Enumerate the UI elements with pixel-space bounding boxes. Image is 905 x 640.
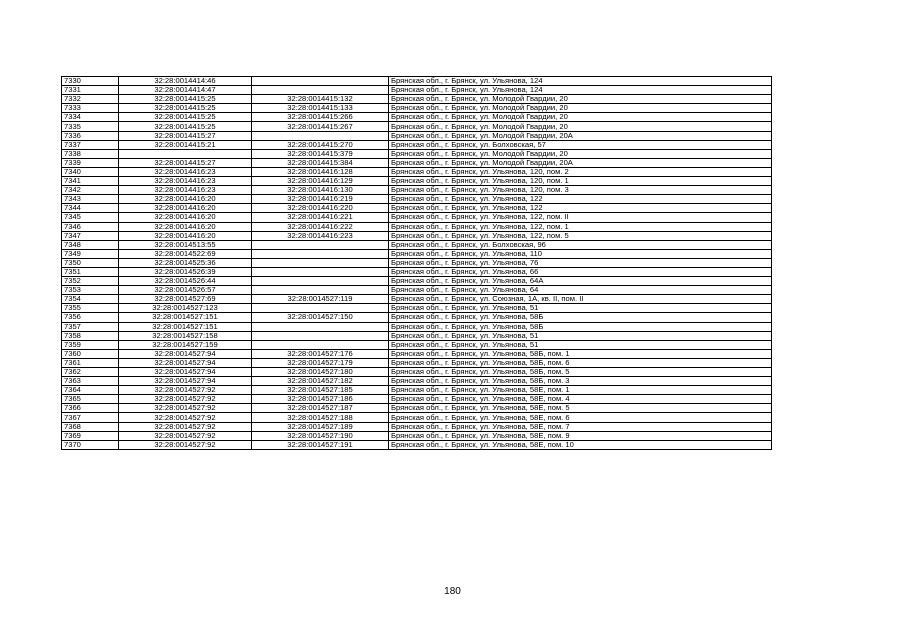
address-cell: Брянская обл., г. Брянск, ул. Ульянова, 58Е, пом. 6 — [389, 413, 772, 422]
object-cadastral-cell: 32:28:0014527:119 — [252, 295, 389, 304]
row-number-cell: 7344 — [62, 204, 119, 213]
object-cadastral-cell — [252, 240, 389, 249]
land-cadastral-cell: 32:28:0014527:94 — [119, 349, 252, 358]
object-cadastral-cell: 32:28:0014416:128 — [252, 167, 389, 176]
row-number-cell: 7370 — [62, 440, 119, 449]
table-row — [62, 195, 772, 204]
registry-table — [61, 76, 772, 450]
land-cadastral-cell: 32:28:0014415:27 — [119, 131, 252, 140]
address-cell: Брянская обл., г. Брянск, ул. Ульянова, 58Е, пом. 4 — [389, 395, 772, 404]
row-number-cell: 7349 — [62, 249, 119, 258]
object-cadastral-cell: 32:28:0014415:133 — [252, 104, 389, 113]
row-number-cell: 7351 — [62, 267, 119, 276]
address-cell: Брянская обл., г. Брянск, ул. Ульянова, 122, пом. II — [389, 213, 772, 222]
table-row — [62, 340, 772, 349]
land-cadastral-cell: 32:28:0014527:151 — [119, 313, 252, 322]
row-number-cell: 7334 — [62, 113, 119, 122]
address-cell: Брянская обл., г. Брянск, ул. Ульянова, 58Е, пом. 5 — [389, 404, 772, 413]
row-number-cell: 7343 — [62, 195, 119, 204]
row-number-cell: 7356 — [62, 313, 119, 322]
land-cadastral-cell: 32:28:0014527:94 — [119, 368, 252, 377]
object-cadastral-cell: 32:28:0014415:384 — [252, 158, 389, 167]
table-row — [62, 395, 772, 404]
object-cadastral-cell: 32:28:0014416:219 — [252, 195, 389, 204]
row-number-cell: 7361 — [62, 358, 119, 367]
table-row — [62, 231, 772, 240]
table-row — [62, 386, 772, 395]
object-cadastral-cell — [252, 331, 389, 340]
land-cadastral-cell: 32:28:0014414:47 — [119, 86, 252, 95]
land-cadastral-cell: 32:28:0014415:25 — [119, 113, 252, 122]
table-row — [62, 358, 772, 367]
address-cell: Брянская обл., г. Брянск, ул. Молодой Гвардии, 20 — [389, 113, 772, 122]
land-cadastral-cell: 32:28:0014416:23 — [119, 186, 252, 195]
object-cadastral-cell: 32:28:0014527:189 — [252, 422, 389, 431]
row-number-cell: 7365 — [62, 395, 119, 404]
address-cell: Брянская обл., г. Брянск, ул. Молодой Гвардии, 20А — [389, 158, 772, 167]
address-cell: Брянская обл., г. Брянск, ул. Ульянова, 58Б — [389, 322, 772, 331]
land-cadastral-cell: 32:28:0014416:20 — [119, 204, 252, 213]
land-cadastral-cell: 32:28:0014527:92 — [119, 413, 252, 422]
land-cadastral-cell: 32:28:0014416:20 — [119, 231, 252, 240]
address-cell: Брянская обл., г. Брянск, ул. Болховская, 96 — [389, 240, 772, 249]
address-cell: Брянская обл., г. Брянск, ул. Ульянова, 122, пом. 5 — [389, 231, 772, 240]
land-cadastral-cell: 32:28:0014526:57 — [119, 286, 252, 295]
row-number-cell: 7352 — [62, 277, 119, 286]
land-cadastral-cell: 32:28:0014527:94 — [119, 377, 252, 386]
object-cadastral-cell — [252, 131, 389, 140]
land-cadastral-cell: 32:28:0014416:20 — [119, 195, 252, 204]
row-number-cell: 7336 — [62, 131, 119, 140]
object-cadastral-cell — [252, 267, 389, 276]
address-cell: Брянская обл., г. Брянск, ул. Молодой Гвардии, 20 — [389, 104, 772, 113]
land-cadastral-cell: 32:28:0014415:25 — [119, 104, 252, 113]
table-row — [62, 368, 772, 377]
address-cell: Брянская обл., г. Брянск, ул. Ульянова, 122 — [389, 204, 772, 213]
address-cell: Брянская обл., г. Брянск, ул. Ульянова, 58Б — [389, 313, 772, 322]
address-cell: Брянская обл., г. Брянск, ул. Ульянова, 58Б, пом. 5 — [389, 368, 772, 377]
row-number-cell: 7338 — [62, 149, 119, 158]
object-cadastral-cell: 32:28:0014415:267 — [252, 122, 389, 131]
object-cadastral-cell — [252, 86, 389, 95]
object-cadastral-cell — [252, 77, 389, 86]
table-row — [62, 304, 772, 313]
land-cadastral-cell: 32:28:0014526:39 — [119, 267, 252, 276]
land-cadastral-cell: 32:28:0014416:23 — [119, 167, 252, 176]
table-row — [62, 377, 772, 386]
row-number-cell: 7330 — [62, 77, 119, 86]
page-number: 180 — [444, 586, 461, 597]
land-cadastral-cell: 32:28:0014527:92 — [119, 386, 252, 395]
table-row — [62, 186, 772, 195]
table-row — [62, 140, 772, 149]
address-cell: Брянская обл., г. Брянск, ул. Ульянова, 58Е, пом. 10 — [389, 440, 772, 449]
object-cadastral-cell: 32:28:0014415:266 — [252, 113, 389, 122]
land-cadastral-cell: 32:28:0014525:36 — [119, 258, 252, 267]
object-cadastral-cell — [252, 249, 389, 258]
row-number-cell: 7360 — [62, 349, 119, 358]
land-cadastral-cell: 32:28:0014522:69 — [119, 249, 252, 258]
object-cadastral-cell — [252, 277, 389, 286]
address-cell: Брянская обл., г. Брянск, ул. Ульянова, 51 — [389, 331, 772, 340]
table-row — [62, 277, 772, 286]
land-cadastral-cell: 32:28:0014526:44 — [119, 277, 252, 286]
land-cadastral-cell: 32:28:0014415:25 — [119, 122, 252, 131]
row-number-cell: 7355 — [62, 304, 119, 313]
object-cadastral-cell — [252, 286, 389, 295]
object-cadastral-cell: 32:28:0014415:379 — [252, 149, 389, 158]
row-number-cell: 7366 — [62, 404, 119, 413]
land-cadastral-cell: 32:28:0014527:158 — [119, 331, 252, 340]
table-row — [62, 249, 772, 258]
table-row — [62, 131, 772, 140]
object-cadastral-cell: 32:28:0014416:221 — [252, 213, 389, 222]
address-cell: Брянская обл., г. Брянск, ул. Ульянова, 122 — [389, 195, 772, 204]
land-cadastral-cell — [119, 149, 252, 158]
row-number-cell: 7345 — [62, 213, 119, 222]
address-cell: Брянская обл., г. Брянск, ул. Молодой Гвардии, 20А — [389, 131, 772, 140]
row-number-cell: 7362 — [62, 368, 119, 377]
row-number-cell: 7368 — [62, 422, 119, 431]
row-number-cell: 7342 — [62, 186, 119, 195]
object-cadastral-cell: 32:28:0014527:186 — [252, 395, 389, 404]
table-row — [62, 122, 772, 131]
land-cadastral-cell: 32:28:0014415:21 — [119, 140, 252, 149]
row-number-cell: 7367 — [62, 413, 119, 422]
row-number-cell: 7350 — [62, 258, 119, 267]
row-number-cell: 7369 — [62, 431, 119, 440]
table-row — [62, 404, 772, 413]
table-row — [62, 322, 772, 331]
table-row — [62, 431, 772, 440]
address-cell: Брянская обл., г. Брянск, ул. Молодой Гвардии, 20 — [389, 149, 772, 158]
land-cadastral-cell: 32:28:0014415:27 — [119, 158, 252, 167]
object-cadastral-cell: 32:28:0014416:129 — [252, 177, 389, 186]
land-cadastral-cell: 32:28:0014415:25 — [119, 95, 252, 104]
object-cadastral-cell — [252, 322, 389, 331]
table-body — [62, 77, 772, 450]
land-cadastral-cell: 32:28:0014416:23 — [119, 177, 252, 186]
address-cell: Брянская обл., г. Брянск, ул. Ульянова, 58Е, пом. 7 — [389, 422, 772, 431]
row-number-cell: 7346 — [62, 222, 119, 231]
row-number-cell: 7340 — [62, 167, 119, 176]
address-cell: Брянская обл., г. Брянск, ул. Ульянова, 66 — [389, 267, 772, 276]
table-row — [62, 149, 772, 158]
land-cadastral-cell: 32:28:0014513:55 — [119, 240, 252, 249]
table-row — [62, 413, 772, 422]
object-cadastral-cell — [252, 340, 389, 349]
land-cadastral-cell: 32:28:0014527:94 — [119, 358, 252, 367]
land-cadastral-cell: 32:28:0014527:151 — [119, 322, 252, 331]
address-cell: Брянская обл., г. Брянск, ул. Ульянова, 124 — [389, 77, 772, 86]
land-cadastral-cell: 32:28:0014416:20 — [119, 222, 252, 231]
object-cadastral-cell: 32:28:0014527:190 — [252, 431, 389, 440]
table-row — [62, 95, 772, 104]
table-row — [62, 204, 772, 213]
row-number-cell: 7354 — [62, 295, 119, 304]
land-cadastral-cell: 32:28:0014527:92 — [119, 395, 252, 404]
table-row — [62, 258, 772, 267]
object-cadastral-cell: 32:28:0014527:150 — [252, 313, 389, 322]
address-cell: Брянская обл., г. Брянск, ул. Ульянова, 58Б, пом. 1 — [389, 349, 772, 358]
row-number-cell: 7364 — [62, 386, 119, 395]
object-cadastral-cell: 32:28:0014527:182 — [252, 377, 389, 386]
address-cell: Брянская обл., г. Брянск, ул. Болховская, 57 — [389, 140, 772, 149]
object-cadastral-cell: 32:28:0014527:191 — [252, 440, 389, 449]
row-number-cell: 7335 — [62, 122, 119, 131]
table-row — [62, 86, 772, 95]
table-row — [62, 286, 772, 295]
table-row — [62, 267, 772, 276]
table-row — [62, 331, 772, 340]
object-cadastral-cell — [252, 304, 389, 313]
address-cell: Брянская обл., г. Брянск, ул. Ульянова, 58Б, пом. 3 — [389, 377, 772, 386]
land-cadastral-cell: 32:28:0014527:92 — [119, 404, 252, 413]
object-cadastral-cell: 32:28:0014416:220 — [252, 204, 389, 213]
land-cadastral-cell: 32:28:0014527:92 — [119, 422, 252, 431]
address-cell: Брянская обл., г. Брянск, ул. Ульянова, 58Б, пом. 6 — [389, 358, 772, 367]
row-number-cell: 7353 — [62, 286, 119, 295]
land-cadastral-cell: 32:28:0014527:69 — [119, 295, 252, 304]
table-row — [62, 349, 772, 358]
row-number-cell: 7339 — [62, 158, 119, 167]
object-cadastral-cell: 32:28:0014416:130 — [252, 186, 389, 195]
row-number-cell: 7358 — [62, 331, 119, 340]
table-row — [62, 158, 772, 167]
table-row — [62, 167, 772, 176]
address-cell: Брянская обл., г. Брянск, ул. Ульянова, 64А — [389, 277, 772, 286]
table-row — [62, 440, 772, 449]
object-cadastral-cell: 32:28:0014416:222 — [252, 222, 389, 231]
address-cell: Брянская обл., г. Брянск, ул. Союзная, 1А, кв. II, пом. II — [389, 295, 772, 304]
row-number-cell: 7332 — [62, 95, 119, 104]
land-cadastral-cell: 32:28:0014527:92 — [119, 440, 252, 449]
address-cell: Брянская обл., г. Брянск, ул. Ульянова, 51 — [389, 304, 772, 313]
table-row — [62, 213, 772, 222]
object-cadastral-cell: 32:28:0014527:185 — [252, 386, 389, 395]
address-cell: Брянская обл., г. Брянск, ул. Ульянова, 124 — [389, 86, 772, 95]
table-row — [62, 295, 772, 304]
address-cell: Брянская обл., г. Брянск, ул. Ульянова, 64 — [389, 286, 772, 295]
address-cell: Брянская обл., г. Брянск, ул. Молодой Гвардии, 20 — [389, 95, 772, 104]
table-row — [62, 313, 772, 322]
row-number-cell: 7348 — [62, 240, 119, 249]
table-row — [62, 77, 772, 86]
row-number-cell: 7333 — [62, 104, 119, 113]
object-cadastral-cell: 32:28:0014527:179 — [252, 358, 389, 367]
object-cadastral-cell: 32:28:0014415:270 — [252, 140, 389, 149]
row-number-cell: 7347 — [62, 231, 119, 240]
land-cadastral-cell: 32:28:0014527:159 — [119, 340, 252, 349]
address-cell: Брянская обл., г. Брянск, ул. Ульянова, 76 — [389, 258, 772, 267]
object-cadastral-cell: 32:28:0014415:132 — [252, 95, 389, 104]
row-number-cell: 7359 — [62, 340, 119, 349]
address-cell: Брянская обл., г. Брянск, ул. Молодой Гвардии, 20 — [389, 122, 772, 131]
table-row — [62, 113, 772, 122]
table-row — [62, 222, 772, 231]
table-row — [62, 240, 772, 249]
address-cell: Брянская обл., г. Брянск, ул. Ульянова, 110 — [389, 249, 772, 258]
row-number-cell: 7357 — [62, 322, 119, 331]
land-cadastral-cell: 32:28:0014416:20 — [119, 213, 252, 222]
land-cadastral-cell: 32:28:0014527:92 — [119, 431, 252, 440]
object-cadastral-cell: 32:28:0014527:180 — [252, 368, 389, 377]
object-cadastral-cell — [252, 258, 389, 267]
row-number-cell: 7363 — [62, 377, 119, 386]
address-cell: Брянская обл., г. Брянск, ул. Ульянова, 51 — [389, 340, 772, 349]
object-cadastral-cell: 32:28:0014416:223 — [252, 231, 389, 240]
table-row — [62, 177, 772, 186]
table-row — [62, 104, 772, 113]
object-cadastral-cell: 32:28:0014527:187 — [252, 404, 389, 413]
row-number-cell: 7331 — [62, 86, 119, 95]
object-cadastral-cell: 32:28:0014527:188 — [252, 413, 389, 422]
address-cell: Брянская обл., г. Брянск, ул. Ульянова, 58Е, пом. 9 — [389, 431, 772, 440]
address-cell: Брянская обл., г. Брянск, ул. Ульянова, 120, пом. 3 — [389, 186, 772, 195]
address-cell: Брянская обл., г. Брянск, ул. Ульянова, 58Е, пом. 1 — [389, 386, 772, 395]
row-number-cell: 7341 — [62, 177, 119, 186]
address-cell: Брянская обл., г. Брянск, ул. Ульянова, 122, пом. 1 — [389, 222, 772, 231]
land-cadastral-cell: 32:28:0014527:123 — [119, 304, 252, 313]
address-cell: Брянская обл., г. Брянск, ул. Ульянова, 120, пом. 2 — [389, 167, 772, 176]
table-row — [62, 422, 772, 431]
address-cell: Брянская обл., г. Брянск, ул. Ульянова, 120, пом. 1 — [389, 177, 772, 186]
land-cadastral-cell: 32:28:0014414:46 — [119, 77, 252, 86]
row-number-cell: 7337 — [62, 140, 119, 149]
object-cadastral-cell: 32:28:0014527:176 — [252, 349, 389, 358]
